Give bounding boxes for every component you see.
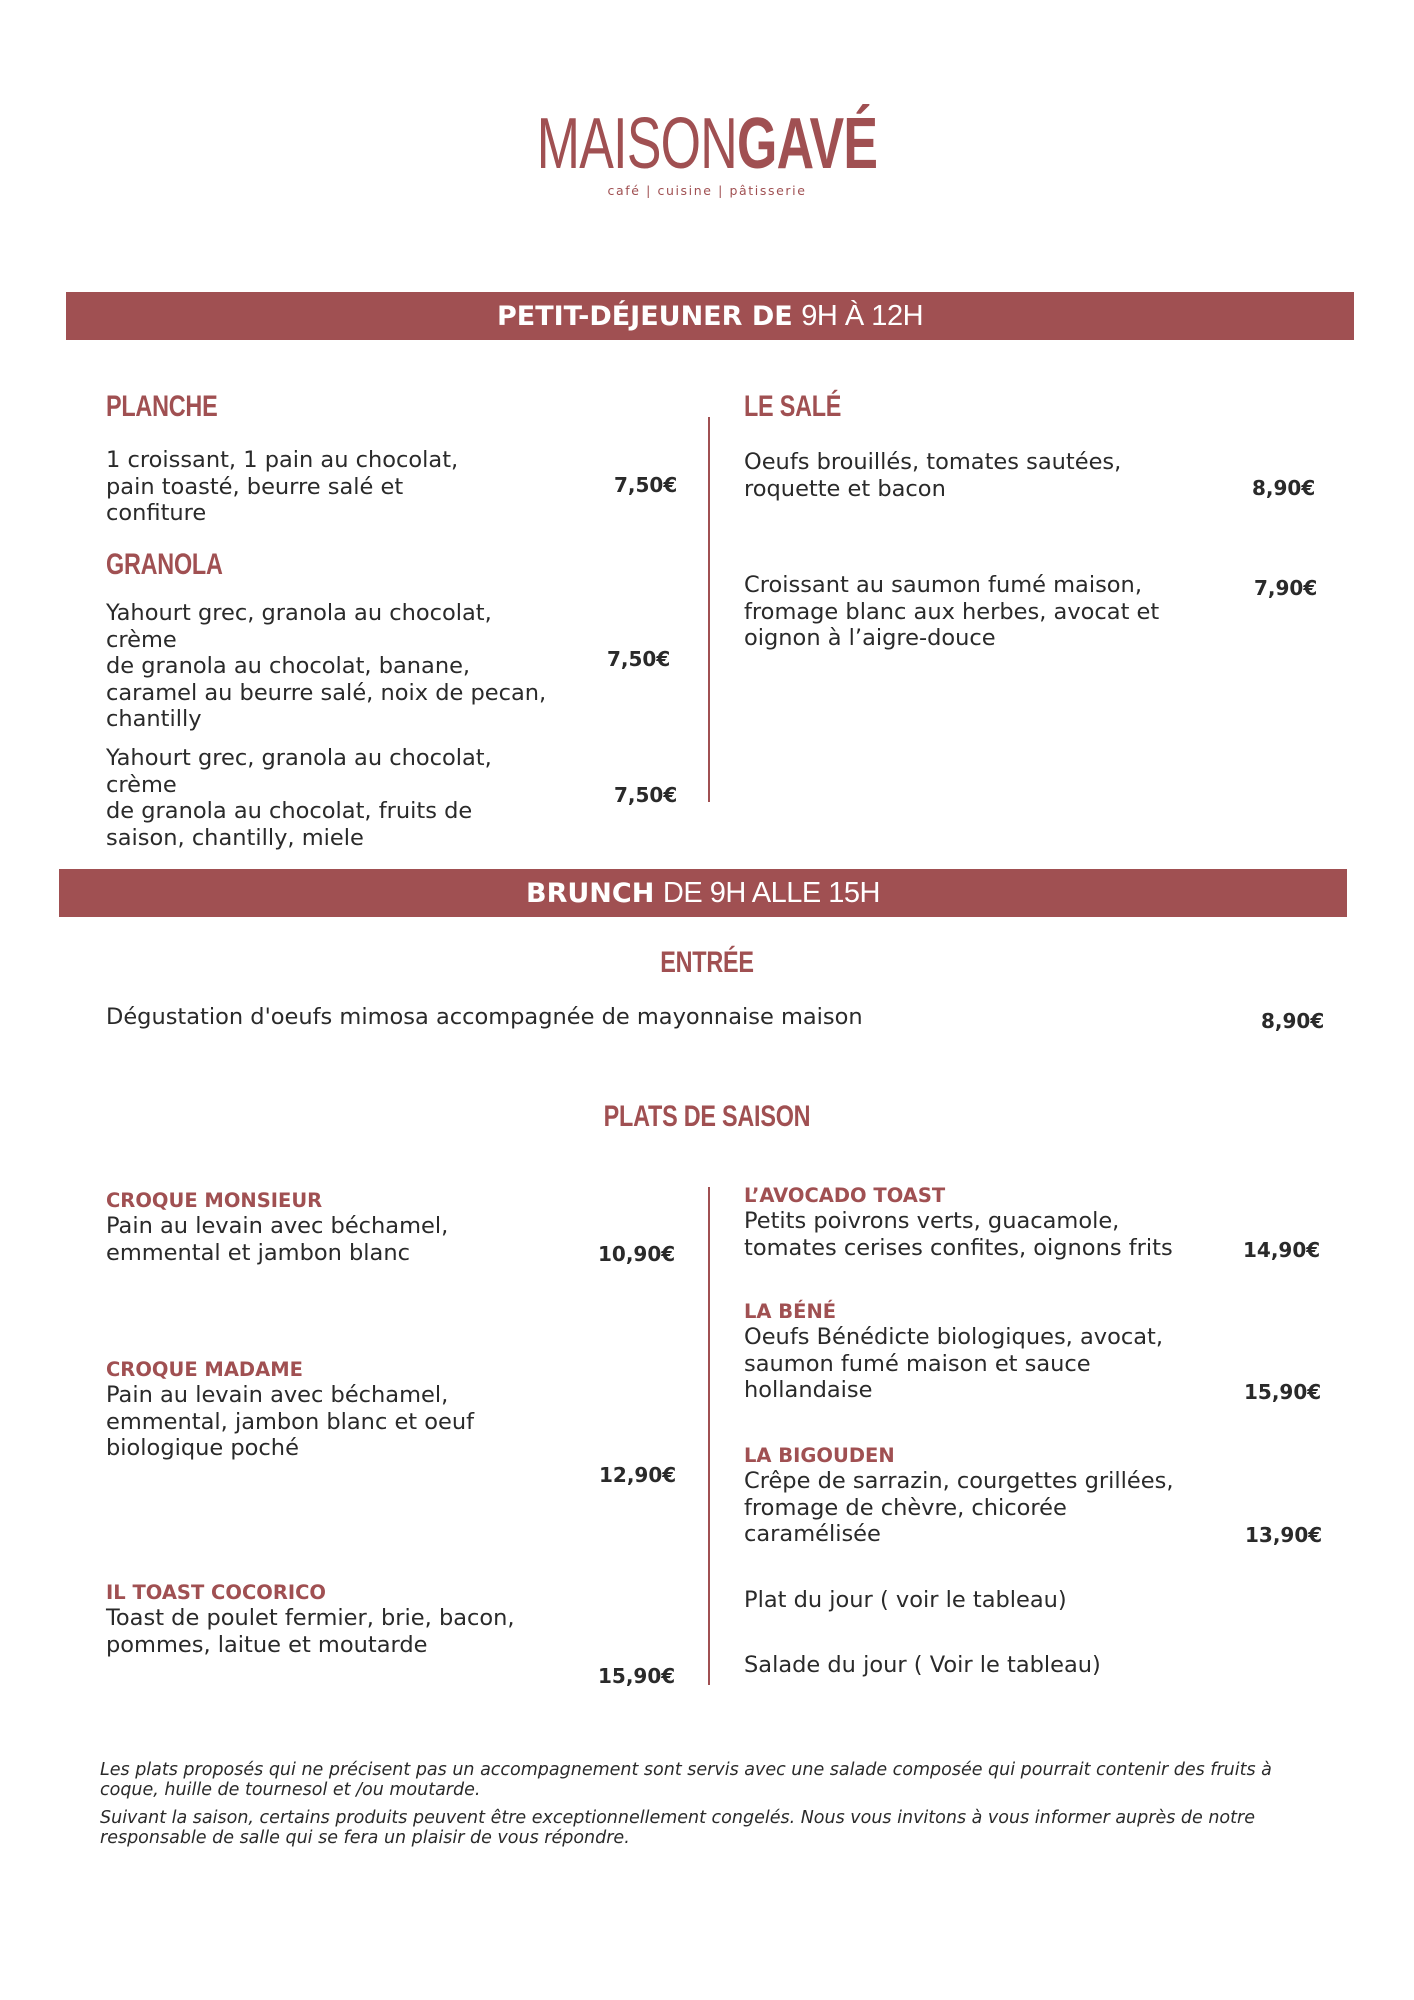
brand-name-bold: GAVÉ xyxy=(736,104,878,184)
brand-logo xyxy=(198,104,1216,184)
dish-croque-monsieur-desc: Pain au levain avec béchamel, emmental et jambon blanc xyxy=(106,1213,449,1266)
dish-la-bigouden-desc: Crêpe de sarrazin, courgettes grillées, fromage de chèvre, chicorée caramélisée xyxy=(744,1468,1174,1547)
granola-item-1-desc-b: de granola au chocolat, banane, caramel au beurre salé, noix de pecan, chantilly xyxy=(106,653,547,732)
breakfast-band xyxy=(66,292,1354,340)
brand-tagline: café | cuisine | pâtisserie xyxy=(607,183,807,198)
breakfast-band-title: PETIT-DÉJEUNER DE xyxy=(496,301,793,332)
footnote-accompaniment: Les plats proposés qui ne précisent pas un accompagnement sont servis avec une salade composée qui pourrait contenir des fruits à coque, huille de tournesol et /ou moutarde. xyxy=(100,1760,1272,1800)
footnote-frozen-products: Suivant la saison, certains produits peuvent être exceptionnellement congelés. Nous vous invitons à vous informer auprès de notre responsable de salle qui se fera un plaisir de vous répondre. xyxy=(100,1808,1255,1848)
dish-toast-cocorico-name: IL TOAST COCORICO xyxy=(106,1581,326,1604)
entree-heading: ENTRÉE xyxy=(660,946,754,979)
entree-desc: Dégustation d'oeufs mimosa accompagnée de mayonnaise maison xyxy=(106,1004,863,1030)
dish-la-bigouden-name: LA BIGOUDEN xyxy=(744,1444,895,1467)
planche-desc: 1 croissant, 1 pain au chocolat, pain toasté, beurre salé et confiture xyxy=(106,447,459,526)
plats-heading: PLATS DE SAISON xyxy=(603,1100,811,1133)
sale-item-2-desc: Croissant au saumon fumé maison, fromage blanc aux herbes, avocat et oignon à l’aigre-douce xyxy=(744,572,1160,651)
dish-croque-monsieur-price: 10,90€ xyxy=(598,1242,676,1266)
dish-avocado-toast-desc: Petits poivrons verts, guacamole, tomates cerises confites, oignons frits xyxy=(744,1208,1173,1261)
granola-item-1 xyxy=(106,600,556,733)
dish-toast-cocorico-price: 15,90€ xyxy=(598,1664,676,1688)
dish-avocado-toast-price: 14,90€ xyxy=(1243,1238,1321,1262)
granola-item-1-desc-a: Yahourt grec, granola au chocolat, crème xyxy=(106,600,492,653)
granola-item-2-desc-b: de granola au chocolat, fruits de saison, chantilly, miele xyxy=(106,798,473,851)
breakfast-column-divider xyxy=(708,417,710,802)
granola-heading: GRANOLA xyxy=(106,548,223,581)
brand-name-light: MAISON xyxy=(536,104,737,184)
salade-du-jour: Salade du jour ( Voir le tableau) xyxy=(744,1652,1101,1678)
granola-item-1-price: 7,50€ xyxy=(607,647,671,671)
breakfast-band-hours: 9H À 12H xyxy=(801,300,924,332)
granola-item-2-desc-a: Yahourt grec, granola au chocolat, crème xyxy=(106,745,492,798)
entree-price: 8,90€ xyxy=(1261,1009,1325,1033)
planche-price: 7,50€ xyxy=(614,473,678,497)
sale-heading: LE SALÉ xyxy=(744,390,842,423)
brunch-band-hours: DE 9H ALLE 15H xyxy=(662,877,880,909)
dish-la-bene-desc: Oeufs Bénédicte biologiques, avocat, saumon fumé maison et sauce hollandaise xyxy=(744,1324,1163,1403)
dish-croque-madame-name: CROQUE MADAME xyxy=(106,1358,303,1381)
dish-croque-monsieur-name: CROQUE MONSIEUR xyxy=(106,1189,323,1212)
plat-du-jour: Plat du jour ( voir le tableau) xyxy=(744,1587,1067,1613)
planche-heading: PLANCHE xyxy=(106,390,218,423)
brunch-column-divider xyxy=(708,1187,710,1685)
sale-item-1-desc: Oeufs brouillés, tomates sautées, roquette et bacon xyxy=(744,449,1122,502)
granola-item-2 xyxy=(106,745,556,851)
brunch-band xyxy=(59,869,1347,917)
dish-croque-madame-price: 12,90€ xyxy=(599,1463,677,1487)
sale-item-2-price: 7,90€ xyxy=(1254,576,1318,600)
dish-toast-cocorico-desc: Toast de poulet fermier, brie, bacon, pommes, laitue et moutarde xyxy=(106,1605,515,1658)
granola-item-2-price: 7,50€ xyxy=(614,783,678,807)
brunch-band-title: BRUNCH xyxy=(526,878,655,909)
dish-la-bene-name: LA BÉNÉ xyxy=(744,1300,837,1323)
dish-la-bigouden-price: 13,90€ xyxy=(1245,1523,1323,1547)
sale-item-1-price: 8,90€ xyxy=(1252,476,1316,500)
dish-la-bene-price: 15,90€ xyxy=(1244,1380,1322,1404)
dish-croque-madame-desc: Pain au levain avec béchamel, emmental, jambon blanc et oeuf biologique poché xyxy=(106,1382,475,1461)
dish-avocado-toast-name: L’AVOCADO TOAST xyxy=(744,1184,946,1207)
